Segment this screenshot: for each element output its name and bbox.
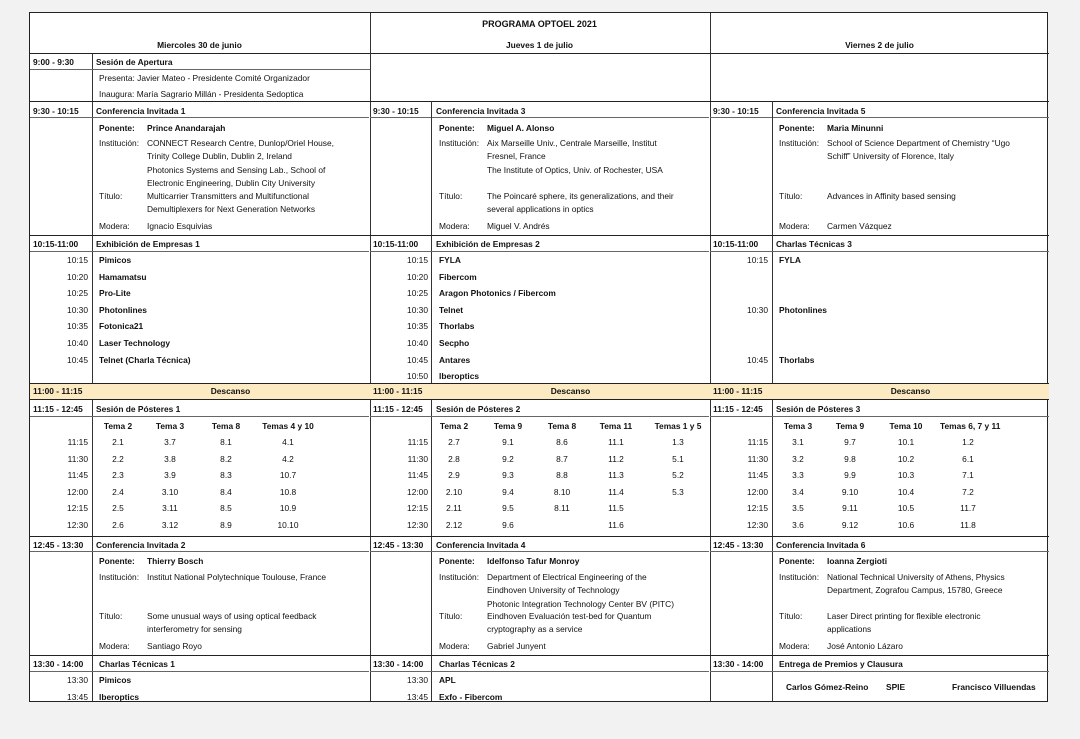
poster-cell: 6.1 <box>962 453 974 464</box>
poster-col-header: Tema 9 <box>493 421 523 431</box>
poster-cell: 2.8 <box>448 453 460 464</box>
poster-cell: 3.1 <box>792 437 804 447</box>
session-heading: Charlas Técnicas 3 <box>776 239 852 249</box>
company-name: Telnet (Charla Técnica) <box>99 354 191 365</box>
slot-time: 11:45 <box>67 470 88 481</box>
slot-time: 11:15 <box>67 437 88 447</box>
poster-cell: 2.9 <box>448 470 460 481</box>
moderator-name: Gabriel Junyent <box>487 641 546 651</box>
row-divider <box>710 551 1049 552</box>
field-label: Institución: <box>779 138 820 148</box>
poster-cell: 11.4 <box>608 486 624 497</box>
talk-title-line: Multicarrier Transmitters and Multifunctional <box>147 191 309 201</box>
field-label: Institución: <box>779 572 820 582</box>
slot-time: 10:40 <box>67 338 88 348</box>
row-divider <box>30 671 369 672</box>
talk-title-line: interferometry for sensing <box>147 624 242 635</box>
moderator-name: Miguel V. Andrés <box>487 221 550 231</box>
day-header: Miercoles 30 de junio <box>157 40 242 50</box>
row-divider <box>30 399 1049 400</box>
session-heading: Conferencia Invitada 2 <box>96 540 186 550</box>
company-name: Fotonica21 <box>99 321 144 332</box>
institution-line: National Technical University of Athens, Physics <box>827 572 1005 582</box>
session-time: 10:15-11:00 <box>33 239 79 249</box>
slot-time: 12:30 <box>67 520 88 530</box>
poster-col-header: Tema 8 <box>211 421 241 431</box>
session-time: 10:15-11:00 <box>713 239 759 249</box>
slot-time: 12:30 <box>747 520 768 530</box>
poster-cell: 2.3 <box>112 470 124 481</box>
session-time: 13:30 - 14:00 <box>373 659 424 669</box>
company-name: FYLA <box>439 255 461 265</box>
poster-cell: 8.11 <box>554 503 570 514</box>
poster-cell: 9.2 <box>502 453 514 464</box>
poster-cell: 2.10 <box>445 486 463 497</box>
poster-cell: 3.2 <box>792 453 804 464</box>
poster-cell: 3.10 <box>161 486 179 497</box>
institution-line: Eindhoven University of Technology <box>487 585 620 596</box>
field-label: Título: <box>779 191 803 201</box>
session-heading: Conferencia Invitada 4 <box>436 540 526 550</box>
field-label: Institución: <box>439 138 480 148</box>
poster-cell: 5.1 <box>672 453 684 464</box>
slot-time: 10:20 <box>67 271 88 282</box>
slot-time: 12:00 <box>67 486 88 497</box>
session-heading: Conferencia Invitada 3 <box>436 106 526 116</box>
break-label: Descanso <box>550 386 591 396</box>
institution-line: Electronic Engineering, Dublin City University <box>147 177 316 188</box>
poster-cell: 9.11 <box>842 503 858 514</box>
poster-col-header: Tema 11 <box>599 421 633 431</box>
poster-col-header: Tema 9 <box>835 421 865 431</box>
session-time: 12:45 - 13:30 <box>713 540 764 550</box>
poster-col-header: Tema 3 <box>155 421 185 431</box>
poster-cell: 3.8 <box>164 453 176 464</box>
poster-col-header: Tema 3 <box>783 421 813 431</box>
poster-cell: 2.2 <box>112 453 124 464</box>
talk-title-line: Some unusual ways of using optical feedback <box>147 611 317 621</box>
slot-time: 10:30 <box>67 304 88 315</box>
institution-line: School of Science Department of Chemistry “Ugo <box>827 138 1010 148</box>
poster-cell: 10.1 <box>897 437 915 447</box>
poster-cell: 8.7 <box>556 453 568 464</box>
column-divider <box>431 101 432 701</box>
poster-cell: 8.3 <box>220 470 232 481</box>
row-divider <box>710 117 1049 118</box>
row-divider <box>30 101 1049 102</box>
poster-cell: 11.2 <box>608 453 624 464</box>
session-time: 9:30 - 10:15 <box>373 106 419 116</box>
slot-time: 13:30 <box>407 675 428 685</box>
field-label: Modera: <box>779 221 810 231</box>
poster-cell: 4.1 <box>282 437 294 447</box>
poster-cell: 10.10 <box>277 520 299 530</box>
session-heading: Sesión de Pósteres 2 <box>436 404 521 414</box>
poster-col-header: Tema 8 <box>547 421 577 431</box>
field-label: Ponente: <box>99 556 135 566</box>
day-header: Jueves 1 de julio <box>505 40 574 50</box>
slot-time: 11:30 <box>747 453 768 464</box>
poster-cell: 11.6 <box>608 520 624 530</box>
slot-time: 12:15 <box>747 503 768 514</box>
poster-cell: 2.12 <box>445 520 463 530</box>
apertura-line: Presenta: Javier Mateo - Presidente Comité Organizador <box>99 73 310 83</box>
poster-cell: 8.9 <box>220 520 232 530</box>
session-time: 11:15 - 12:45 <box>33 404 83 414</box>
company-name: Fibercom <box>439 271 477 282</box>
slot-time: 10:15 <box>407 255 428 265</box>
row-divider <box>30 551 369 552</box>
slot-time: 13:45 <box>407 691 428 702</box>
company-name: APL <box>439 675 456 685</box>
poster-cell: 10.8 <box>279 486 297 497</box>
slot-time: 11:45 <box>747 470 768 481</box>
company-name: Exfo - Fibercom <box>439 691 503 702</box>
slot-time: 10:35 <box>67 321 88 332</box>
field-label: Institución: <box>439 572 480 582</box>
poster-cell: 2.5 <box>112 503 124 514</box>
session-heading: Exhibición de Empresas 2 <box>436 239 540 249</box>
poster-cell: 8.1 <box>220 437 232 447</box>
institution-line: Department of Electrical Engineering of the <box>487 572 647 582</box>
company-name: Thorlabs <box>779 354 815 365</box>
break-label: Descanso <box>210 386 251 396</box>
program-title: PROGRAMA OPTOEL 2021 <box>482 19 597 29</box>
speaker-name: Ioanna Zergioti <box>827 556 888 566</box>
poster-cell: 2.1 <box>112 437 124 447</box>
poster-cell: 9.4 <box>502 486 514 497</box>
apertura-line: Inaugura: María Sagrario Millán - Presidenta Sedoptica <box>99 89 304 99</box>
talk-title-line: Laser Direct printing for flexible electronic <box>827 611 981 621</box>
poster-cell: 9.9 <box>844 470 856 481</box>
session-time: 12:45 - 13:30 <box>33 540 84 550</box>
slot-time: 10:15 <box>67 255 88 265</box>
talk-title-line: Demultiplexers for Next Generation Networks <box>147 204 316 215</box>
poster-cell: 3.3 <box>792 470 804 481</box>
poster-cell: 9.3 <box>502 470 514 481</box>
row-divider <box>710 416 1049 417</box>
slot-time: 11:15 <box>747 437 768 447</box>
poster-cell: 10.9 <box>279 503 297 514</box>
speaker-name: Prince Anandarajah <box>147 123 226 133</box>
poster-cell: 10.4 <box>897 486 915 497</box>
company-name: Pro-Lite <box>99 288 131 299</box>
company-name: Telnet <box>439 304 464 315</box>
poster-cell: 9.6 <box>502 520 514 530</box>
field-label: Título: <box>779 611 803 621</box>
poster-cell: 11.3 <box>608 470 624 481</box>
poster-cell: 8.8 <box>556 470 568 481</box>
company-name: Secpho <box>439 338 470 348</box>
talk-title-line: applications <box>827 624 872 635</box>
poster-cell: 5.2 <box>672 470 684 481</box>
poster-cell: 2.6 <box>112 520 124 530</box>
poster-cell: 3.7 <box>164 437 176 447</box>
poster-col-header: Tema 2 <box>439 421 469 431</box>
field-label: Título: <box>439 191 463 201</box>
slot-time: 11:30 <box>407 453 428 464</box>
moderator-name: Carmen Vázquez <box>827 221 892 231</box>
day-header: Viernes 2 de julio <box>845 40 914 50</box>
poster-cell: 7.2 <box>962 486 974 497</box>
break-label: Descanso <box>890 386 931 396</box>
apertura-time: 9:00 - 9:30 <box>33 57 74 67</box>
poster-cell: 1.3 <box>672 437 684 447</box>
row-divider <box>30 235 1049 236</box>
poster-col-header: Tema 2 <box>103 421 133 431</box>
poster-cell: 11.8 <box>960 520 976 530</box>
poster-cell: 11.1 <box>608 437 624 447</box>
column-divider <box>772 101 773 701</box>
slot-time: 10:15 <box>747 255 768 265</box>
poster-cell: 9.7 <box>844 437 856 447</box>
break-time: 11:00 - 11:15 <box>373 386 423 396</box>
column-divider <box>92 54 93 701</box>
field-label: Ponente: <box>439 123 475 133</box>
award-name: SPIE <box>886 682 906 692</box>
talk-title-line: The Poincaré sphere, its generalizations, and their <box>487 191 674 201</box>
slot-time: 13:45 <box>67 691 88 702</box>
session-time: 11:15 - 12:45 <box>373 404 423 414</box>
apertura-heading: Sesión de Apertura <box>96 57 173 67</box>
row-divider <box>30 251 369 252</box>
poster-cell: 3.6 <box>792 520 804 530</box>
poster-cell: 10.2 <box>897 453 915 464</box>
poster-cell: 10.3 <box>897 470 915 481</box>
row-divider <box>710 251 1049 252</box>
field-label: Ponente: <box>779 123 815 133</box>
field-label: Título: <box>99 191 123 201</box>
row-divider <box>370 251 709 252</box>
institution-line: Department, Zografou Campus, 15780, Greece <box>827 585 1003 596</box>
slot-time: 11:45 <box>407 470 428 481</box>
poster-cell: 8.2 <box>220 453 232 464</box>
field-label: Modera: <box>99 641 130 651</box>
speaker-name: Thierry Bosch <box>147 556 204 566</box>
session-heading: Charlas Técnicas 2 <box>439 659 515 669</box>
poster-cell: 9.1 <box>502 437 514 447</box>
poster-cell: 9.12 <box>841 520 859 530</box>
session-heading: Sesión de Pósteres 1 <box>96 404 181 414</box>
session-heading: Sesión de Pósteres 3 <box>776 404 861 414</box>
slot-time: 10:45 <box>747 354 768 365</box>
poster-col-header: Tema 10 <box>889 421 923 431</box>
company-name: FYLA <box>779 255 801 265</box>
field-label: Ponente: <box>439 556 475 566</box>
talk-title-line: cryptography as a service <box>487 624 583 635</box>
moderator-name: Santiago Royo <box>147 641 202 651</box>
slot-time: 10:20 <box>407 271 428 282</box>
poster-cell: 3.11 <box>162 503 178 514</box>
slot-time: 10:30 <box>747 304 768 315</box>
slot-time: 10:30 <box>407 304 428 315</box>
poster-cell: 7.1 <box>962 470 974 481</box>
row-divider <box>370 551 709 552</box>
institution-line: Schiff” University of Florence, Italy <box>827 151 954 162</box>
session-heading: Entrega de Premios y Clausura <box>779 659 903 669</box>
row-divider <box>370 117 709 118</box>
poster-cell: 5.3 <box>672 486 684 497</box>
poster-cell: 2.11 <box>446 503 462 514</box>
company-name: Iberoptics <box>99 691 140 702</box>
break-time: 11:00 - 11:15 <box>33 386 83 396</box>
poster-cell: 3.4 <box>792 486 804 497</box>
field-label: Modera: <box>439 221 470 231</box>
institution-line: Photonics Systems and Sensing Lab., School of <box>147 164 326 175</box>
institution-line: Photonic Integration Technology Center BV (PITC) <box>487 598 674 609</box>
company-name: Antares <box>439 354 471 365</box>
field-label: Modera: <box>779 641 810 651</box>
poster-cell: 10.5 <box>897 503 915 514</box>
company-name: Photonlines <box>779 304 827 315</box>
company-name: Pimicos <box>99 675 132 685</box>
field-label: Modera: <box>99 221 130 231</box>
field-label: Institución: <box>99 138 140 148</box>
poster-cell: 3.5 <box>792 503 804 514</box>
slot-time: 10:45 <box>67 354 88 365</box>
poster-cell: 8.10 <box>553 486 571 497</box>
session-time: 13:30 - 14:00 <box>33 659 84 669</box>
poster-cell: 9.10 <box>841 486 859 497</box>
slot-time: 12:00 <box>747 486 768 497</box>
speaker-name: Maria Minunni <box>827 123 884 133</box>
institution-line: Fresnel, France <box>487 151 546 162</box>
row-divider <box>30 53 1049 54</box>
session-time: 13:30 - 14:00 <box>713 659 764 669</box>
break-time: 11:00 - 11:15 <box>713 386 763 396</box>
slot-time: 10:45 <box>407 354 428 365</box>
slot-time: 10:50 <box>407 371 428 382</box>
talk-title-line: several applications in optics <box>487 204 594 215</box>
session-heading: Charlas Técnicas 1 <box>99 659 175 669</box>
poster-cell: 1.2 <box>962 437 974 447</box>
slot-time: 10:40 <box>407 338 428 348</box>
row-divider <box>30 383 1049 384</box>
poster-cell: 10.6 <box>897 520 915 530</box>
institution-line: Institut National Polytechnique Toulouse, France <box>147 572 327 582</box>
slot-time: 12:15 <box>407 503 428 514</box>
session-time: 10:15-11:00 <box>373 239 419 249</box>
poster-cell: 10.7 <box>279 470 297 481</box>
slot-time: 10:35 <box>407 321 428 332</box>
slot-time: 12:15 <box>67 503 88 514</box>
poster-cell: 11.7 <box>960 503 976 514</box>
poster-cell: 9.5 <box>502 503 514 514</box>
session-time: 11:15 - 12:45 <box>713 404 763 414</box>
company-name: Photonlines <box>99 304 147 315</box>
session-time: 12:45 - 13:30 <box>373 540 424 550</box>
company-name: Laser Technology <box>99 338 171 348</box>
poster-cell: 9.8 <box>844 453 856 464</box>
session-heading: Conferencia Invitada 5 <box>776 106 866 116</box>
field-label: Institución: <box>99 572 140 582</box>
poster-cell: 2.7 <box>448 437 460 447</box>
row-divider <box>30 536 1049 537</box>
slot-time: 11:30 <box>67 453 88 464</box>
poster-col-header: Temas 1 y 5 <box>654 421 702 431</box>
institution-line: Aix Marseille Univ., Centrale Marseille, Institut <box>487 138 657 148</box>
field-label: Título: <box>439 611 463 621</box>
session-heading: Conferencia Invitada 1 <box>96 106 186 116</box>
company-name: Pimicos <box>99 255 132 265</box>
talk-title-line: Eindhoven Evaluación test-bed for Quantum <box>487 611 652 621</box>
field-label: Modera: <box>439 641 470 651</box>
moderator-name: José Antonio Lázaro <box>827 641 903 651</box>
slot-time: 10:25 <box>407 288 428 299</box>
slot-time: 11:15 <box>407 437 428 447</box>
session-time: 9:30 - 10:15 <box>33 106 79 116</box>
institution-line: CONNECT Research Centre, Dunlop/Oriel House, <box>147 138 334 148</box>
row-divider <box>30 655 1049 656</box>
poster-cell: 4.2 <box>282 453 294 464</box>
poster-cell: 8.5 <box>220 503 232 514</box>
talk-title-line: Advances in Affinity based sensing <box>827 191 956 201</box>
poster-cell: 3.12 <box>161 520 179 530</box>
row-divider <box>370 671 709 672</box>
row-divider <box>370 416 709 417</box>
slot-time: 12:30 <box>407 520 428 530</box>
moderator-name: Ignacio Esquivias <box>147 221 213 231</box>
row-divider <box>710 671 1049 672</box>
program-sheet <box>29 12 1048 702</box>
award-name: Carlos Gómez-Reino <box>786 682 869 692</box>
company-name: Aragon Photonics / Fibercom <box>439 288 556 299</box>
session-heading: Conferencia Invitada 6 <box>776 540 866 550</box>
speaker-name: Miguel A. Alonso <box>487 123 555 133</box>
institution-line: The Institute of Optics, Univ. of Rochester, USA <box>487 164 663 175</box>
poster-cell: 2.4 <box>112 486 124 497</box>
speaker-name: Idelfonso Tafur Monroy <box>487 556 580 566</box>
poster-cell: 8.4 <box>220 486 232 497</box>
poster-cell: 11.5 <box>608 503 624 514</box>
slot-time: 12:00 <box>407 486 428 497</box>
slot-time: 10:25 <box>67 288 88 299</box>
session-time: 9:30 - 10:15 <box>713 106 759 116</box>
company-name: Hamamatsu <box>99 271 147 282</box>
session-heading: Exhibición de Empresas 1 <box>96 239 200 249</box>
slot-time: 13:30 <box>67 675 88 685</box>
field-label: Ponente: <box>779 556 815 566</box>
award-name: Francisco Villuendas <box>952 682 1036 692</box>
row-divider <box>30 69 370 70</box>
row-divider <box>30 416 369 417</box>
institution-line: Trinity College Dublin, Dublin 2, Ireland <box>147 151 292 162</box>
field-label: Título: <box>99 611 123 621</box>
company-name: Thorlabs <box>439 321 475 332</box>
row-divider <box>30 117 369 118</box>
company-name: Iberoptics <box>439 371 480 382</box>
poster-cell: 3.9 <box>164 470 176 481</box>
field-label: Ponente: <box>99 123 135 133</box>
poster-col-header: Temas 6, 7 y 11 <box>940 421 1001 431</box>
poster-cell: 8.6 <box>556 437 568 447</box>
poster-col-header: Temas 4 y 10 <box>262 421 314 431</box>
